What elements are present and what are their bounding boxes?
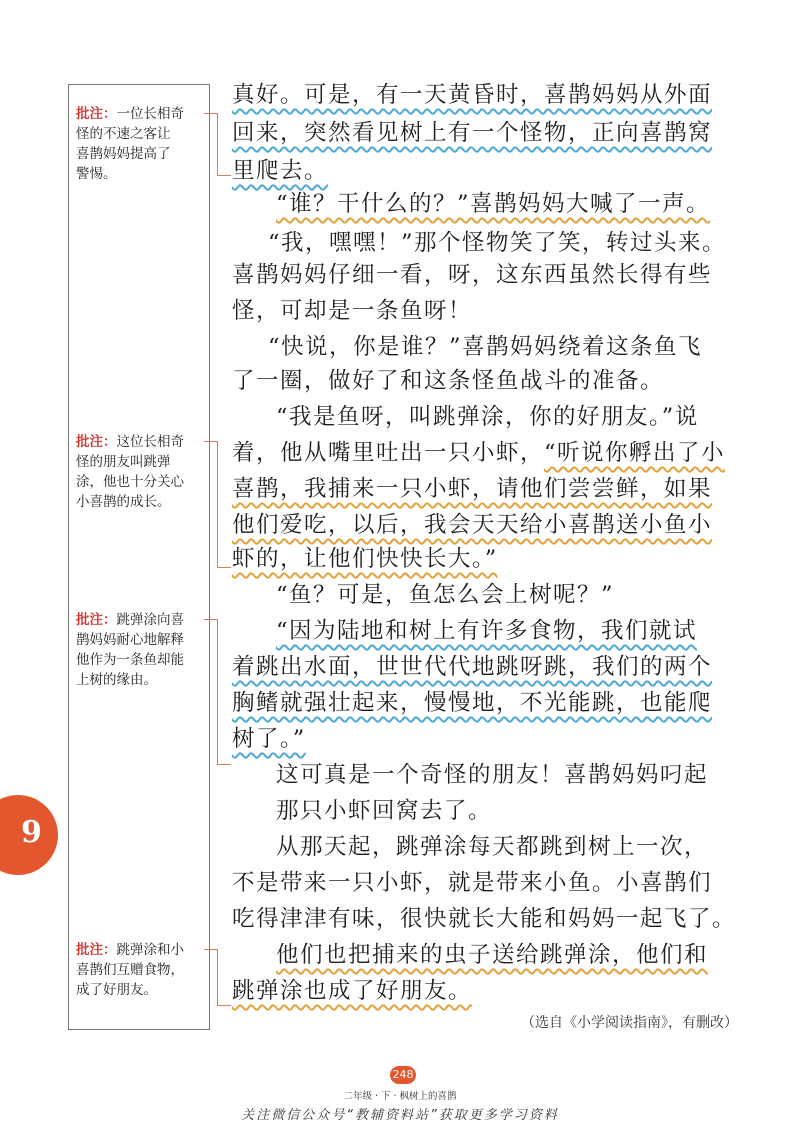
annotation-connector: [204, 619, 218, 620]
text-line: 着跳出水面，世世代代地跳呀跳，我们的两个: [232, 654, 713, 680]
text-line: 着，他从嘴里吐出一只小虾，“听说你孵出了小: [232, 440, 726, 466]
text-line: 虾的，让他们快快长大。”: [232, 546, 498, 572]
annotation-note-4: 批注：跳弹涂和小 喜鹊们互赠食物， 成了好朋友。: [76, 942, 184, 998]
page-number: 248: [390, 1066, 416, 1084]
text-line: 怪，可却是一条鱼呀！: [232, 298, 473, 324]
text-line: 不是带来一只小虾，就是带来小鱼。小喜鹊们: [232, 870, 713, 896]
annotation-note-2: 批注：这位长相奇 怪的朋友叫跳弹 涂，他也十分关心 小喜鹊的成长。: [76, 434, 184, 510]
text-line: 那只小虾回窝去了。: [276, 798, 493, 824]
text-line: 吃得津津有味，很快就长大能和妈妈一起飞了。: [232, 906, 737, 932]
text-line: 喜鹊，我捕来一只小虾，请他们尝尝鲜，如果: [232, 476, 713, 502]
annotation-label: 批注：: [76, 942, 117, 958]
text-line: “我是鱼呀，叫跳弹涂，你的好朋友。”说: [276, 404, 699, 430]
chapter-number: 9: [21, 815, 42, 850]
annotation-connector: [217, 113, 218, 175]
text-line: “快说，你是谁？”喜鹊妈妈绕着这条鱼飞: [268, 334, 703, 360]
annotation-sidebar: [68, 84, 210, 1030]
annotation-connector: [204, 441, 218, 442]
chapter-tab: [0, 795, 58, 875]
annotation-note-3: 批注：跳弹涂向喜 鹊妈妈耐心地解释 他作为一条鱼却能 上树的缘由。: [76, 612, 184, 688]
annotation-connector: [217, 764, 231, 765]
text-line: 胸鳍就强壮起来，慢慢地，不光能跳，也能爬: [232, 690, 713, 716]
text-line: 喜鹊妈妈仔细一看，呀，这东西虽然长得有些: [232, 262, 713, 288]
annotation-label: 批注：: [76, 106, 117, 122]
text-line: “鱼？可是，鱼怎么会上树呢？”: [276, 582, 615, 608]
text-line: 了一圈，做好了和这条怪鱼战斗的准备。: [232, 368, 665, 394]
text-line: 他们也把捕来的虫子送给跳弹涂，他们和: [276, 942, 709, 968]
text-line: 他们爱吃，以后，我会天天给小喜鹊送小鱼小: [232, 512, 713, 538]
text-line: “我，嘿嘿！”那个怪物笑了笑，转过头来。: [268, 230, 727, 256]
text-line: 里爬去。: [232, 158, 329, 184]
annotation-label: 批注：: [76, 612, 117, 628]
footer-note: 关注微信公众号“教辅资料站”获取更多学习资料: [241, 1108, 559, 1123]
annotation-connector: [217, 175, 231, 176]
annotation-connector: [217, 949, 218, 1005]
text-line: 这可真是一个奇怪的朋友！喜鹊妈妈叼起: [276, 762, 709, 788]
text-line: 真好。可是，有一天黄昏时，喜鹊妈妈从外面: [232, 82, 713, 108]
text-line: 回来，突然看见树上有一个怪物，正向喜鹊窝: [232, 120, 713, 146]
source-citation: （选自《小学阅读指南》，有删改）: [521, 1015, 738, 1031]
text-line: 跳弹涂也成了好朋友。: [232, 978, 473, 1004]
annotation-connector: [217, 441, 218, 567]
annotation-connector: [204, 113, 218, 114]
text-line: 树了。”: [232, 726, 306, 752]
text-line: “因为陆地和树上有许多食物，我们就试: [276, 618, 698, 644]
text-line: 从那天起，跳弹涂每天都跳到树上一次，: [276, 834, 709, 860]
footer-title: 二年级 · 下 · 枫树上的喜鹊: [343, 1091, 457, 1102]
annotation-connector: [217, 1005, 231, 1006]
annotation-connector: [204, 949, 218, 950]
annotation-label: 批注：: [76, 434, 117, 450]
text-line: “谁？干什么的？”喜鹊妈妈大喊了一声。: [276, 191, 711, 217]
annotation-note-1: 批注：一位长相奇 怪的不速之客让 喜鹊妈妈提高了 警惕。: [76, 106, 184, 182]
annotation-connector: [217, 619, 218, 764]
annotation-connector: [217, 567, 231, 568]
